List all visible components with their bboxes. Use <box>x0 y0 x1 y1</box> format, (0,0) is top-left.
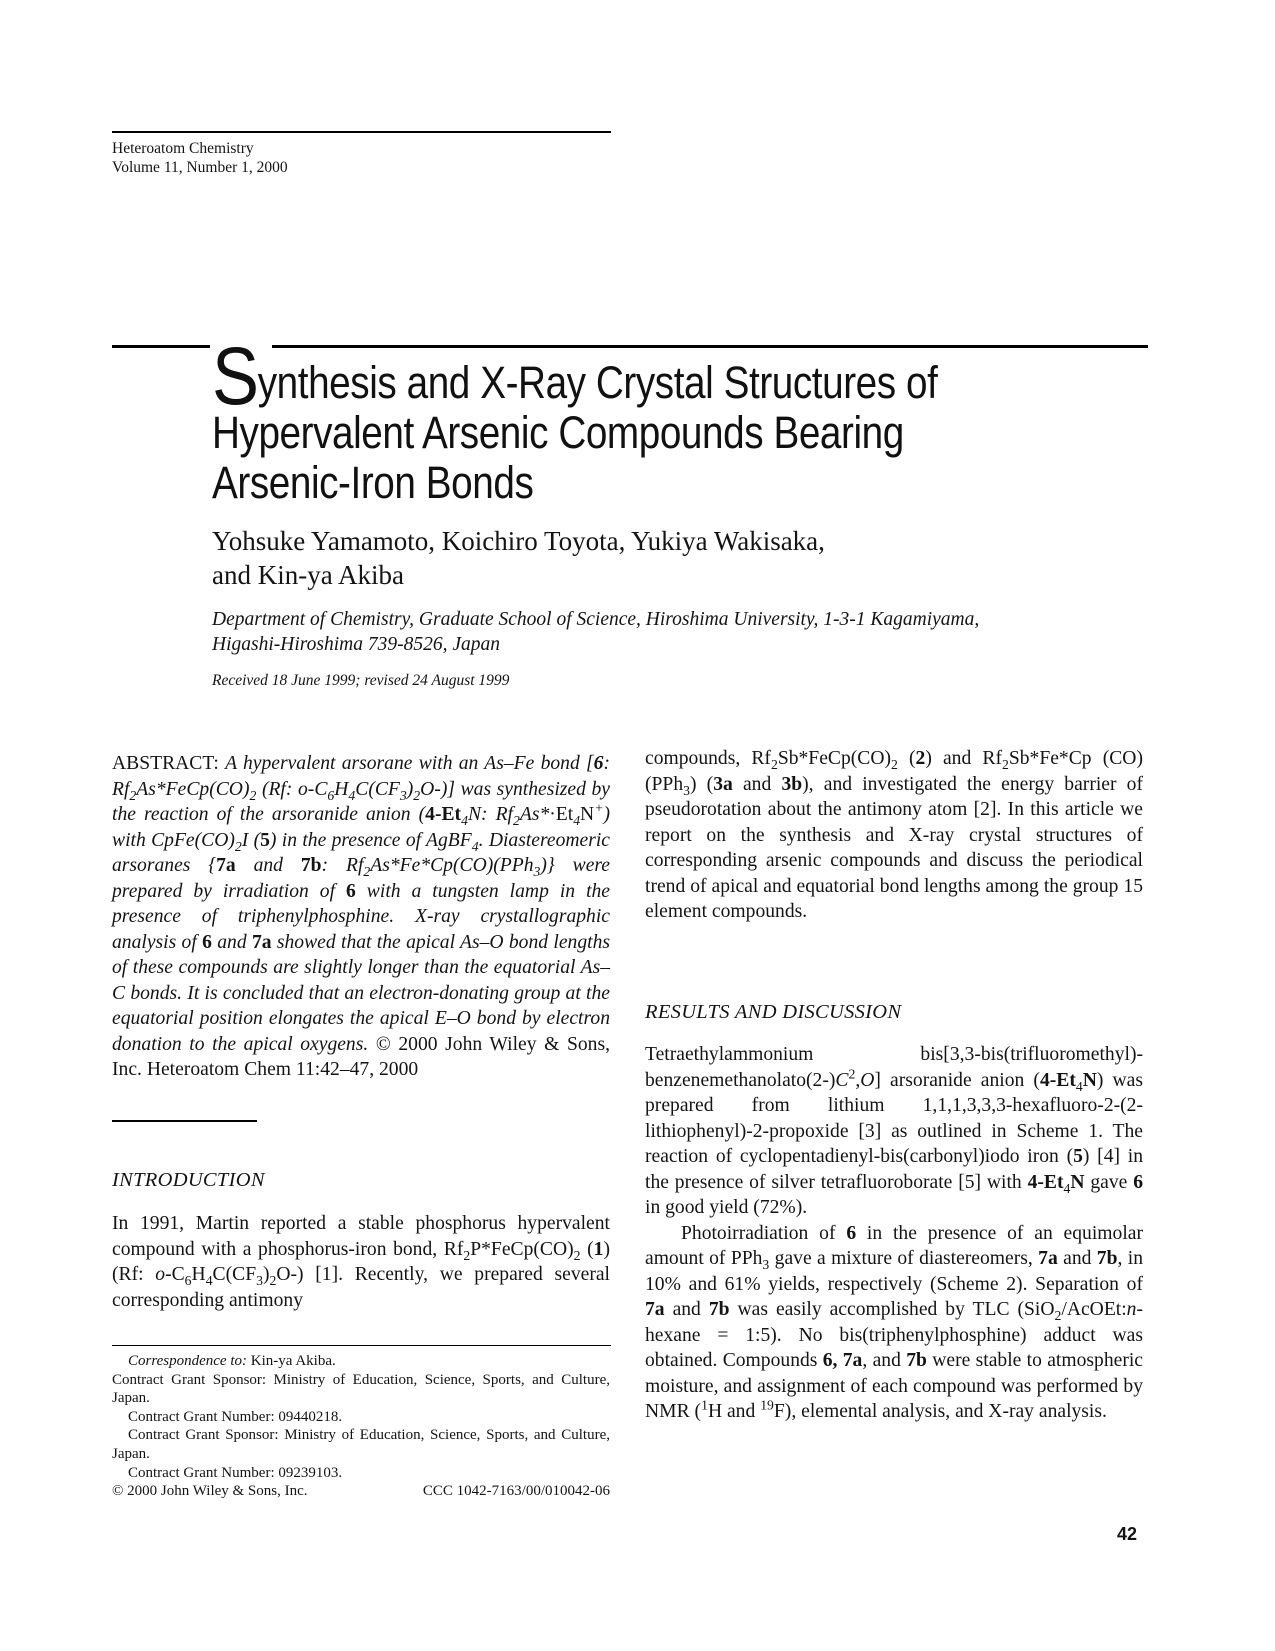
page-number: 42 <box>1117 1524 1138 1544</box>
abstract-label: ABSTRACT: <box>112 753 219 774</box>
results-heading: RESULTS AND DISCUSSION <box>645 1001 902 1023</box>
header-rule <box>112 131 611 133</box>
introduction-text: In 1991, Martin reported a stable phosphorus hypervalent compound with a phosphorus-iron bond, $Rf_2P*FeCp(CO)_2$ (1) (Rf: $o-C_6H_4C(CF_3)_2O-$) [1]. Recently, we prepared several corresponding antimony <box>112 1213 610 1311</box>
footnotes: Correspondence to: Kin-ya Akiba. Contract Grant Sponsor: Ministry of Education, Science, Sports, and Culture, Japan. Contract Grant Number: 09440218. Contract Grant Sponsor: Ministry of Education, Science, Sports, and Culture, Japan. Contract Grant Number: 09239103. © 2000 John Wiley & Sons, Inc. CCC 1042-7163/00/010042-06 <box>112 1353 610 1500</box>
journal-volume: Volume 11, Number 1, 2000 <box>112 159 288 176</box>
authors: Yohsuke Yamamoto, Koichiro Toyota, Yukiya Wakisaka, and Kin-ya Akiba <box>212 526 825 590</box>
received-dates: Received 18 June 1999; revised 24 August 1999 <box>212 672 510 689</box>
results-text: Tetraethylammonium $bis[3,3-bis(trifluoromethyl)-benzenemethanolato(2-)C^2,O]$ arsoranide anion $(4-Et_4N)$ was prepared from lithium 1,1,1,3,3,3-hexafluoro-2-(2-lithiophenyl)-2-propoxide [3] as outlined in Scheme 1. The reaction of cyclopentadienyl-bis(carbonyl)iodo iron (5) [4] in the presence of silver tetrafluoroborate [5] with $4-Et_4N$ gave 6 in good yield (72%). Photoirradiation of 6 in the presence of an equimolar amount of PPh$_3$ gave a mixture of diastereomers, 7a and 7b, in 10% and 61% yields, respectively (Scheme 2). Separation of 7a and 7b was easily accomplished by TLC (SiO$_2$/AcOEt:n-hexane = 1:5). No bis(triphenylphosphine) adduct was obtained. Compounds 6, 7a, and 7b were stable to atmospheric moisture, and assignment of each compound was performed by NMR ($^1$H and $^{19}$F), elemental analysis, and X-ray analysis. <box>645 1044 1143 1422</box>
abstract-end-rule <box>112 1120 257 1122</box>
journal-info <box>112 139 288 177</box>
abstract-copyright: © 2000 John Wiley & Sons, Inc. Heteroatom Chem 11:42–47, 2000 <box>112 1033 610 1080</box>
right-column-intro-cont: compounds, $Rf_2Sb*FeCp(CO)_2$ (2) and $Rf_2Sb*Fe*Cp$ (CO)(PPh$_3$) (3a and 3b), and investigated the energy barrier of pseudorotation about the antimony atom [2]. In this article we report on the synthesis and X-ray crystal structures of corresponding arsenic compounds and discuss the periodical trend of apical and equatorial bond lengths among the group 15 element compounds. <box>645 748 1143 922</box>
title-rule-right <box>272 345 1148 348</box>
abstract: ABSTRACT: A hypervalent arsorane with an As–Fe bond [6: $Rf_2As*FeCp(CO)_2$ (Rf: $o-C_6H_4C(CF_3)_2O-$)] was synthesized by the reaction of the arsoranide anion ($4-Et_4N$: $Rf_2As*\cdot Et_4N^+$) with $CpFe(CO)_2I$ (5) in the presence of AgBF$_4$. Diastereomeric arsoranes {7a and 7b: $Rf_2As*Fe*Cp(CO)(PPh_3)$} were prepared by irradiation of 6 with a tungsten lamp in the presence of triphenylphosphine. X-ray crystallographic analysis of 6 and 7a showed that the apical As–O bond lengths of these compounds are slightly longer than the equatorial As–C bonds. It is concluded that an electron-donating group at the equatorial position elongates the apical E–O bond by electron donation to the apical oxygens. © 2000 John Wiley & Sons, Inc. Heteroatom Chem 11:42–47, 2000 <box>112 753 610 1080</box>
journal-name: Heteroatom Chemistry <box>112 140 254 157</box>
title-initial: S <box>212 331 259 422</box>
affiliation: Department of Chemistry, Graduate School of Science, Hiroshima University, 1-3-1 Kagamiyama, Higashi-Hiroshima 739-8526, Japan <box>212 609 980 655</box>
title-rule-left <box>112 345 210 348</box>
article-title: Synthesis and X-Ray Crystal Structures of Hypervalent Arsenic Compounds Bearing Arsenic-Iron Bonds <box>212 331 938 508</box>
footnote-rule <box>112 1345 611 1346</box>
introduction-heading: INTRODUCTION <box>112 1169 265 1191</box>
